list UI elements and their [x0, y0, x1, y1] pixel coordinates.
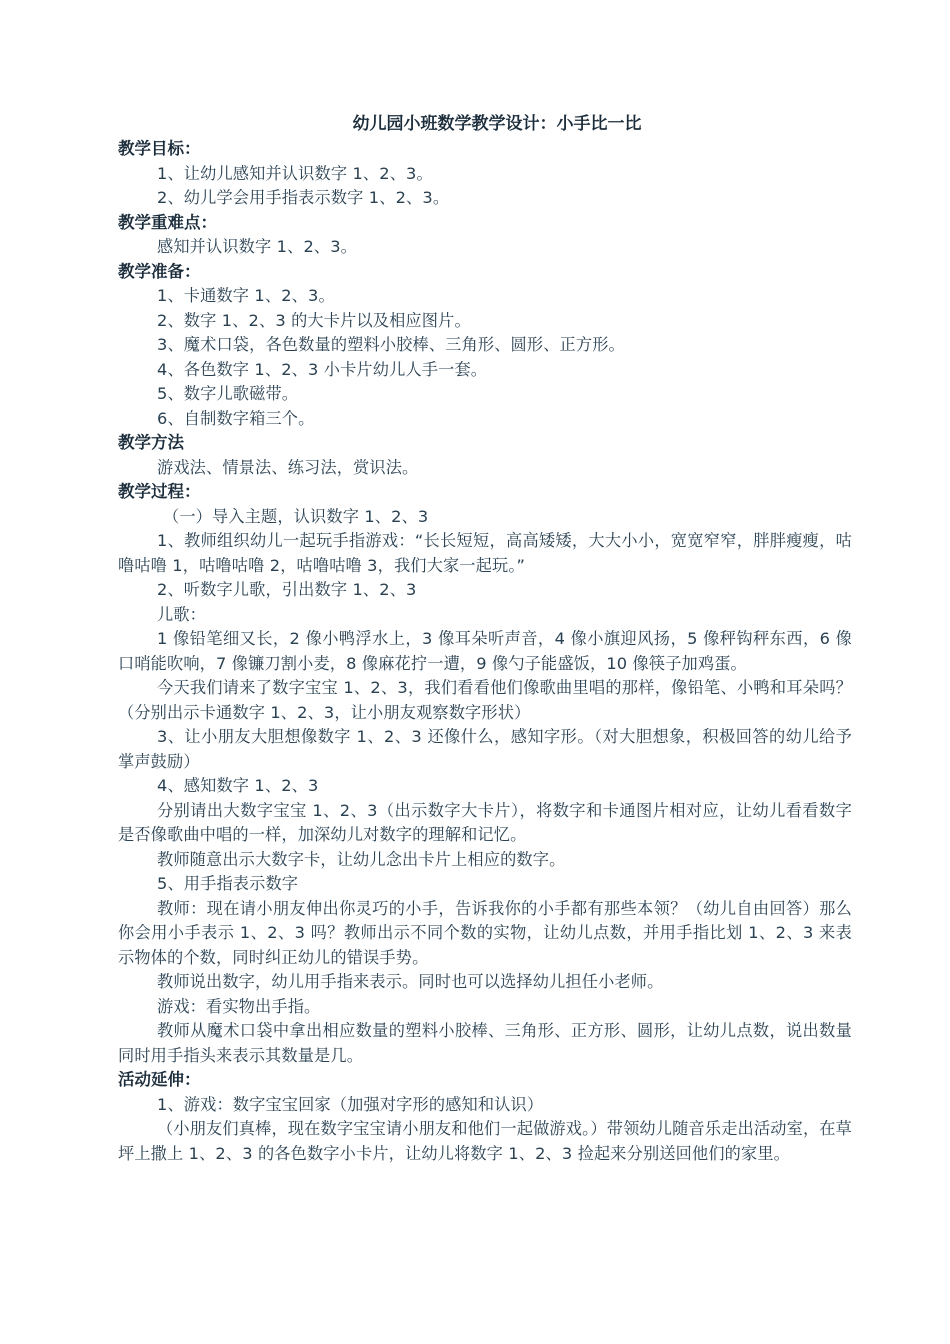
paragraph: 1、教师组织幼儿一起玩手指游戏：“长长短短，高高矮矮，大大小小，宽宽窄窄，胖胖瘦瘦，咕噜咕噜 1，咕噜咕噜 2，咕噜咕噜 3，我们大家一起玩。”: [118, 531, 852, 575]
paragraph: 教师说出数字，幼儿用手指来表示。同时也可以选择幼儿担任小老师。: [157, 972, 664, 991]
section-heading-extension: 活动延伸：: [118, 1070, 201, 1089]
paragraph: 2、听数字儿歌，引出数字 1、2、3: [157, 580, 417, 599]
document-title: 幼儿园小班数学教学设计：小手比一比: [352, 114, 642, 134]
section-heading-preparation: 教学准备：: [118, 261, 201, 281]
paragraph: 5、数字儿歌磁带。: [157, 384, 299, 403]
paragraph: 教师从魔术口袋中拿出相应数量的塑料小胶棒、三角形、正方形、圆形，让幼儿点数，说出数量同时用手指头来表示其数量是几。: [118, 1021, 852, 1065]
paragraph: 今天我们请来了数字宝宝 1、2、3，我们看看他们像歌曲里唱的那样，像铅笔、小鸭和耳朵吗？（分别出示卡通数字 1、2、3，让小朋友观察数字形状）: [118, 678, 852, 722]
paragraph: 1、游戏：数字宝宝回家（加强对字形的感知和认识）: [157, 1094, 544, 1114]
paragraph: 感知并认识数字 1、2、3。: [157, 237, 358, 256]
paragraph: 6、自制数字箱三个。: [157, 408, 315, 428]
paragraph: 4、感知数字 1、2、3: [157, 776, 319, 795]
paragraph: 分别请出大数字宝宝 1、2、3（出示数字大卡片），将数字和卡通图片相对应，让幼儿看看数字是否像歌曲中唱的一样，加深幼儿对数字的理解和记忆。: [118, 800, 852, 844]
paragraph: 3、魔术口袋，各色数量的塑料小胶棒、三角形、圆形、正方形。: [157, 335, 625, 354]
paragraph: 游戏法、情景法、练习法，赏识法。: [157, 457, 419, 477]
paragraph: 1 像铅笔细又长，2 像小鸭浮水上，3 像耳朵听声音，4 像小旗迎风扬，5 像秤钩秤东西，6 像口哨能吹响，7 像镰刀割小麦，8 像麻花拧一遭，9 像勺子能盛饭，10 像筷子加鸡蛋。: [118, 629, 852, 673]
document-page: [118, 112, 852, 1166]
paragraph: （小朋友们真棒，现在数字宝宝请小朋友和他们一起做游戏。）带领幼儿随音乐走出活动室，在草坪上撒上 1、2、3 的各色数字小卡片，让幼儿将数字 1、2、3 捡起来分别送回他们的家里。: [118, 1119, 852, 1163]
paragraph: 4、各色数字 1、2、3 小卡片幼儿人手一套。: [157, 359, 488, 379]
paragraph: 儿歌：: [157, 604, 207, 624]
paragraph: 2、幼儿学会用手指表示数字 1、2、3。: [157, 188, 450, 207]
paragraph: 3、让小朋友大胆想像数字 1、2、3 还像什么，感知字形。（对大胆想象，积极回答的幼儿给予掌声鼓励）: [118, 727, 852, 771]
paragraph: 2、数字 1、2、3 的大卡片以及相应图片。: [157, 310, 471, 330]
paragraph: （一）导入主题，认识数字 1、2、3: [163, 506, 429, 526]
section-heading-key-points: 教学重难点：: [118, 212, 217, 232]
section-heading-methods: 教学方法: [118, 433, 184, 452]
paragraph: 1、让幼儿感知并认识数字 1、2、3。: [157, 163, 433, 183]
paragraph: 游戏：看实物出手指。: [157, 996, 321, 1016]
section-heading-process: 教学过程：: [118, 482, 201, 501]
paragraph: 1、卡通数字 1、2、3。: [157, 286, 335, 305]
paragraph: 教师：现在请小朋友伸出你灵巧的小手，告诉我你的小手都有那些本领？（幼儿自由回答）那么你会用小手表示 1、2、3 吗？教师出示不同个数的实物，让幼儿点数，并用手指比划 1、2、3 来表示物体的个数，同时纠正幼儿的错误手势。: [118, 898, 852, 967]
paragraph: 教师随意出示大数字卡，让幼儿念出卡片上相应的数字。: [157, 849, 566, 869]
section-heading-goals: 教学目标：: [118, 139, 201, 158]
paragraph: 5、用手指表示数字: [157, 874, 299, 893]
